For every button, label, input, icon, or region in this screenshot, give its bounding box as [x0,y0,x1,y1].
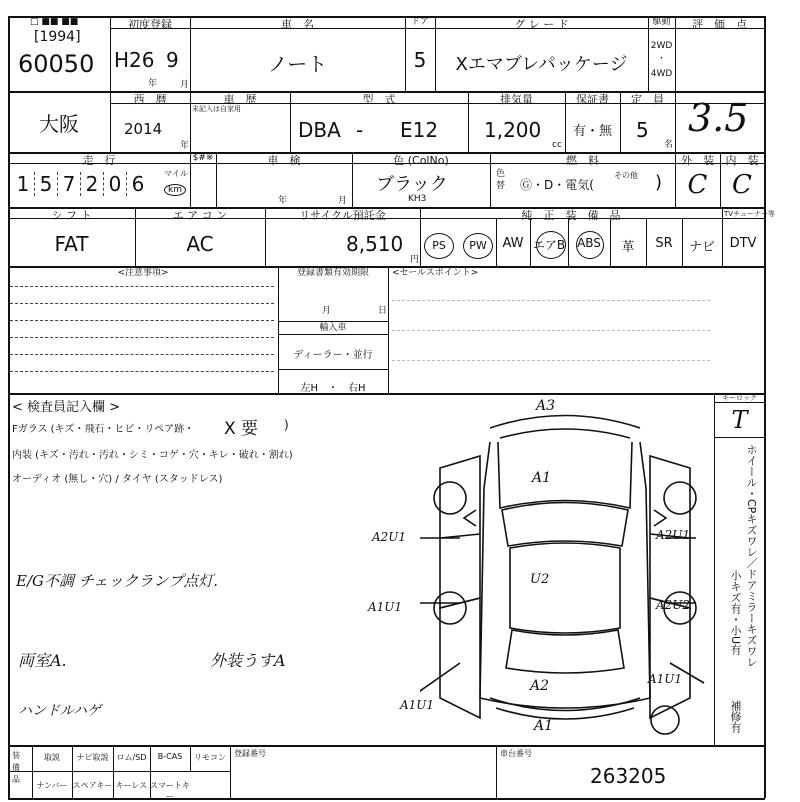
mileage-label: 走 行 [82,154,116,167]
damage-mark-u2: U2 [530,572,550,587]
right-column-note-1: ホイール・CPキズワレ／ドアミラーキズワレ [745,444,758,668]
mileage-digits [12,172,149,196]
mile-label: マイル [164,169,188,178]
chassis-label: 車台番号 [500,749,532,758]
damage-mark-a1: A1 [532,470,552,486]
capacity-label: 定 員 [631,93,664,106]
equipment-sr: SR [655,236,673,251]
mileage-digit: 7 [58,172,81,196]
score-label: 評 価 点 [692,18,747,31]
fuel-other: その他 [614,171,638,180]
color: ブラック [376,174,448,195]
first-reg-label: 初度登録 [128,18,172,31]
inspector-line-glass: Fガラス (キズ・飛石・ヒビ・リペア跡・ [12,424,195,435]
car-name-label: 車 名 [281,18,314,31]
color-change-label: 色替 [496,169,506,191]
equipment-aw: AW [502,236,524,251]
yen-unit: 円 [410,255,420,265]
car-name: ノート [267,52,328,76]
equipment-navi: ナビ [688,240,715,255]
regdoc-month: 月 [322,306,332,316]
displacement-label: 排気量 [500,93,533,106]
ac: AC [186,232,214,256]
inspector-line-audio: オーディオ (無し・穴) / タイヤ (スタッドレス) [12,474,223,485]
mileage-digit: 2 [81,172,104,196]
damage-mark-a1-rear: A1 [534,718,554,734]
inspector-line-interior: 内装 (キズ・汚れ・汚れ・シミ・コゲ・穴・キレ・破れ・割れ) [12,450,293,461]
year-bracket: [1994] [34,29,81,45]
first-reg-month: 9 [166,48,179,72]
footer-item-navi-manual: ナビ取説 [76,753,109,762]
grade-label: グ レ ー ド [514,18,569,31]
import-label: 輸入車 [319,323,347,333]
inspection-year-unit: 年 [278,196,288,206]
right-column-note-3: 補修有 [729,700,742,733]
footer-item-rom-sd: ロム/SD [116,753,147,762]
interior-grade: C [732,170,752,200]
footer-item-smart-key: スマートキー [150,781,190,801]
footer-item-remote: リモコン [194,753,226,762]
mileage-digit: 6 [131,172,145,196]
car-diagram [420,398,710,743]
footer-item-keyless: キーレス [115,781,148,790]
recycle-fee: 8,510 [346,232,404,256]
score: 3.5 [688,96,749,140]
capacity: 5 [636,118,649,142]
footer-item-bcas: B-CAS [157,752,183,761]
lot-number: 60050 [18,50,95,78]
drive-4wd: 4WD [650,69,673,79]
history-note: 未記入は自家用 [192,105,241,113]
keylock-label: キーロック [722,394,757,402]
abs-circle [576,231,604,259]
shift: FAT [54,232,89,256]
footer-item-manual: 取説 [44,753,60,762]
damage-mark-a2u1-left: A2U1 [372,530,407,544]
right-column-note-2: 小キズ有・小U有 [729,570,742,656]
drive-dot: ・ [656,54,666,64]
equipment-abs: ABS [577,236,601,250]
model-prefix: DBA [298,118,341,142]
equipment-airbag: エアB [532,238,566,252]
sales-point-label: <セールスポイント> [392,268,479,278]
glass-mark: X 要 [224,419,259,439]
damage-mark-a2u1-right: A2U1 [656,528,691,542]
door-label: ドア [411,17,429,27]
damage-mark-a2u2: A2U2 [656,598,691,612]
equipment-leather: 革 [621,240,635,255]
chassis-number: 263205 [590,764,667,788]
damage-mark-a1u1-bottom-right: A1U1 [648,672,683,686]
drive-label: 駆動 [652,17,671,27]
equipped-label: 装備品 [12,751,20,784]
damage-mark-a2: A2 [530,678,550,694]
fuel-close: ) [655,172,663,193]
warranty-label: 保証書 [576,93,609,106]
first-reg-era: H26 [114,48,155,72]
equipment-ps: PS [424,233,454,259]
steering: 左H ・ 右H [300,383,366,394]
mileage-digit: 0 [104,172,127,196]
year-unit: 年 [180,141,190,151]
warranty: 有・無 [572,124,612,139]
cc-unit: cc [552,140,562,150]
km-circled: km [164,184,186,196]
handwritten-steering-note: ハンドルハゲ [18,703,102,719]
fuel-label: 燃 料 [566,154,599,167]
inspection-label: 車 検 [267,154,301,167]
mileage-digit: 1 [12,172,35,196]
import-value: ディーラー・並行 [293,350,373,361]
first-reg-month-unit: 月 [180,80,190,90]
interior-label: 内 装 [725,154,759,167]
damage-mark-a1u1-left: A1U1 [368,600,403,614]
caution-label: <注意事項> [117,268,169,278]
color-label: 色 (ColNo) [393,154,449,167]
inspection-month-unit: 月 [338,196,348,206]
recycle-label: リサイクル預託金 [299,209,386,222]
shift-label: シ フ ト [51,209,92,222]
first-reg-year-unit: 年 [148,79,158,89]
grade: Xエマブレパッケージ [455,54,628,75]
mileage-digit: 5 [35,172,58,196]
damage-mark-a3: A3 [536,398,556,414]
regdoc-day: 日 [378,306,388,316]
ac-label: エ ア コ ン [172,209,228,222]
displacement: 1,200 [484,118,542,142]
handwritten-note-a: 両室A. [18,651,67,670]
inspector-title: < 検査員記入欄 > [12,400,121,415]
tuner-label: TVチューナー等 [724,210,775,218]
handwritten-engine-note: E/G不調 チェックランプ点灯. [16,572,219,590]
doors: 5 [413,48,427,72]
damage-mark-a1u1-bottom-left: A1U1 [400,698,435,712]
region: 大阪 [39,112,79,136]
reg-number-label: 登録番号 [234,749,266,758]
color-code: KH3 [408,194,427,204]
glass-close: ) [284,418,289,432]
lot-codes: □ ■■ ■■ [30,17,79,27]
model-dash: - [356,118,364,142]
drive-2wd: 2WD [650,41,673,51]
equipment-pw: PW [463,233,493,259]
western-year-label: 西 暦 [133,93,167,106]
handwritten-exterior-note: 外装うすA [210,651,286,670]
keylock-value: T [731,406,748,434]
fuel-options: Ⓖ・D・電気( [520,178,594,192]
airbag-circle [536,231,566,259]
meter-label: $#※ [192,153,214,163]
model-label: 型 式 [362,93,396,106]
exterior-label: 外 装 [681,154,714,167]
capacity-unit: 名 [664,140,674,150]
history-label: 車 歴 [223,93,257,106]
exterior-grade: C [687,170,708,200]
footer-item-number: ナンバー [36,781,68,790]
equipment-dtv: DTV [729,236,757,251]
footer-item-spare-key: スペアキー [72,781,113,790]
model-code: E12 [400,118,439,142]
equipment-label: 純 正 装 備 品 [521,209,621,222]
regdoc-label: 登録書類有効期限 [296,268,369,278]
year: 2014 [124,120,163,138]
